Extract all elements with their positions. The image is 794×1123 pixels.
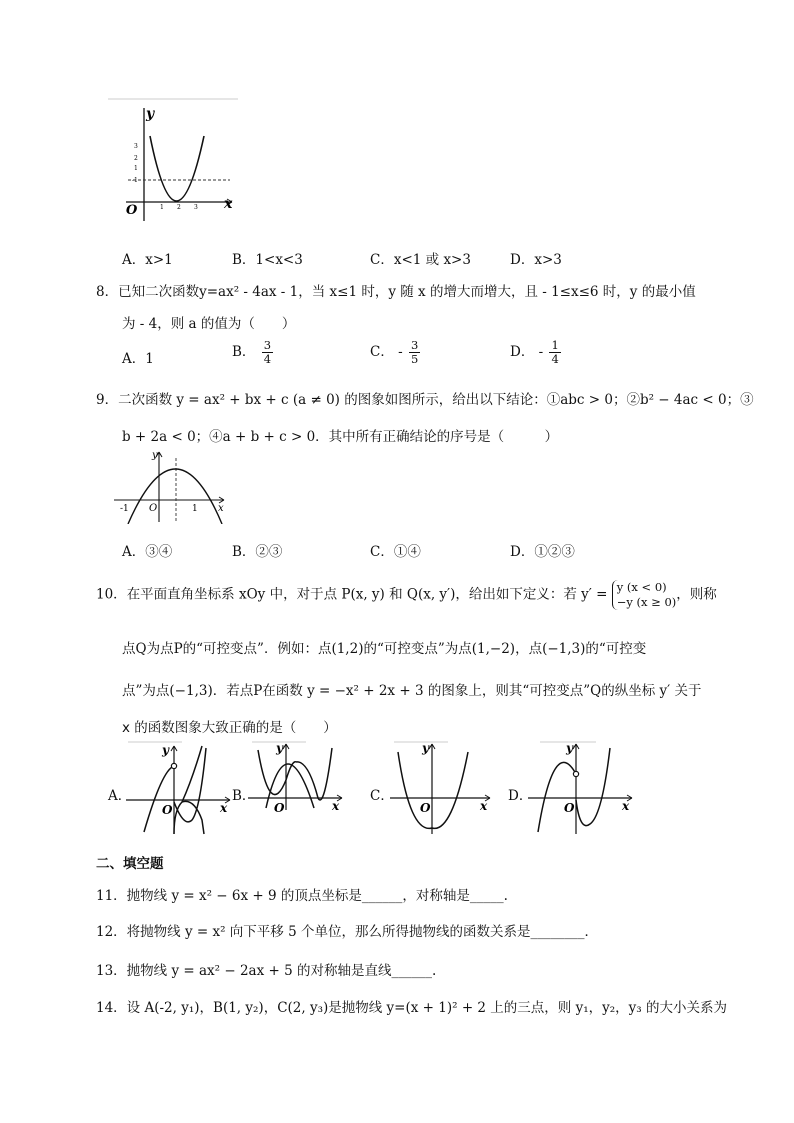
q13-text: 13．抛物线 y = ax² − 2ax + 5 的对称轴是直线______.: [96, 963, 437, 979]
q9-option-d[interactable]: D．①②③: [510, 544, 575, 560]
q10-graph-d: [526, 740, 636, 836]
q10-graph-c: [388, 740, 494, 836]
q8-option-c[interactable]: C． - $\frac{3}{5}$: [370, 338, 419, 366]
q9-x-tick: 1: [192, 504, 198, 514]
q9-option-a[interactable]: A．③④: [122, 544, 173, 560]
q12-text: 12．将抛物线 y = x² 向下平移 5 个单位，那么所得抛物线的函数关系是________．: [96, 924, 598, 940]
q8-option-b[interactable]: B． $\frac{3}{4}$: [232, 338, 272, 366]
svg-text:y: y: [566, 741, 573, 755]
q7-origin-label: O: [126, 203, 138, 218]
svg-text:O: O: [274, 801, 285, 815]
q9-option-c[interactable]: C．①④: [370, 544, 421, 560]
svg-text:x: x: [332, 799, 340, 813]
q9-stem-line2: b + 2a < 0；④a + b + c > 0．其中所有正确结论的序号是（ ）: [122, 429, 559, 445]
svg-text:O: O: [162, 803, 173, 817]
fraction: $\frac{1}{4}$: [551, 338, 559, 366]
q10-graph-a: [122, 740, 234, 836]
svg-text:y: y: [276, 741, 283, 755]
q7-option-a[interactable]: A．x>1: [122, 252, 173, 268]
svg-text:x: x: [220, 801, 228, 815]
q7-y-tick: 2: [134, 155, 138, 162]
q7-option-b[interactable]: B．1<x<3: [232, 252, 303, 268]
q7-graph: [108, 96, 238, 224]
svg-text:O: O: [564, 801, 575, 815]
q7-y-tick: -1: [132, 177, 138, 184]
q9-parabola: [128, 469, 222, 524]
q8-stem-line2: 为 - 4，则 a 的值为（ ）: [122, 316, 296, 332]
q8-option-d[interactable]: D． - $\frac{1}{4}$: [510, 338, 559, 366]
fraction: $\frac{3}{5}$: [411, 338, 419, 366]
q7-y-tick: 1: [134, 165, 138, 172]
q8-stem-line1: 8．已知二次函数y=ax² - 4ax - 1，当 x≤1 时，y 随 x 的增大而增大，且 - 1≤x≤6 时，y 的最小值: [96, 284, 696, 300]
q7-x-tick: 3: [194, 204, 198, 211]
svg-text:O: O: [420, 801, 431, 815]
q7-y-label: y: [146, 106, 155, 122]
q7-option-d[interactable]: D．x>3: [510, 252, 562, 268]
section-heading: 二、填空题: [96, 856, 164, 872]
q9-x-label: x: [218, 503, 224, 514]
q11-text: 11．抛物线 y = x² − 6x + 9 的顶点坐标是______，对称轴是_____.: [96, 888, 508, 904]
piecewise-brace: y (x < 0) −y (x ≥ 0): [612, 580, 677, 610]
q9-y-label: y: [152, 450, 158, 461]
q8-option-a[interactable]: A．1: [122, 351, 154, 367]
q9-number: 9．: [96, 392, 119, 408]
q7-x-label: x: [224, 196, 233, 212]
q10-stem-line1: 10．在平面直角坐标系 xOy 中，对于点 P(x, y) 和 Q(x, y′)，给出如下定义：若 y′ = y (x < 0) −y (x ≥ 0) ，则称: [96, 580, 717, 609]
svg-text:x: x: [622, 799, 630, 813]
q14-text: 14．设 A(-2, y₁)，B(1, y₂)，C(2, y₃)是抛物线 y=(x + 1)² + 2 上的三点，则 y₁，y₂，y₃ 的大小关系为: [96, 1000, 728, 1016]
q9-graph: [112, 448, 230, 524]
q9-x-tick: -1: [120, 504, 129, 514]
q10-number: 10．: [96, 586, 127, 603]
svg-text:y: y: [162, 743, 169, 757]
fraction: $\frac{3}{4}$: [263, 338, 272, 366]
q10-graph-b: [246, 740, 346, 836]
q9-origin-label: O: [149, 503, 158, 514]
q7-parabola: [150, 136, 204, 201]
q7-x-tick: 2: [177, 204, 181, 211]
svg-text:x: x: [480, 799, 488, 813]
q10-stem-line2: 点Q为点P的“可控变点”．例如：点(1,2)的“可控变点”为点(1,−2)，点(−1,3)的“可控变: [122, 641, 647, 657]
svg-text:y: y: [422, 741, 429, 755]
q7-y-tick: 3: [134, 143, 138, 150]
q9-option-b[interactable]: B．②③: [232, 544, 283, 560]
q7-option-c[interactable]: C．x<1 或 x>3: [370, 252, 471, 268]
q9-stem-line1: 9．二次函数 y = ax² + bx + c (a ≠ 0) 的图象如图所示，给出以下结论：①abc > 0；②b² − 4ac < 0；③: [96, 392, 754, 408]
q10-stem-line4: x 的函数图象大致正确的是（ ）: [122, 720, 337, 736]
q10-stem-line3: 点”为点(−1,3)．若点P在函数 y = −x² + 2x + 3 的图象上，则其“可控变点”Q的纵坐标 y′ 关于: [122, 683, 702, 699]
q8-number: 8．: [96, 284, 119, 300]
q7-x-tick: 1: [160, 204, 164, 211]
